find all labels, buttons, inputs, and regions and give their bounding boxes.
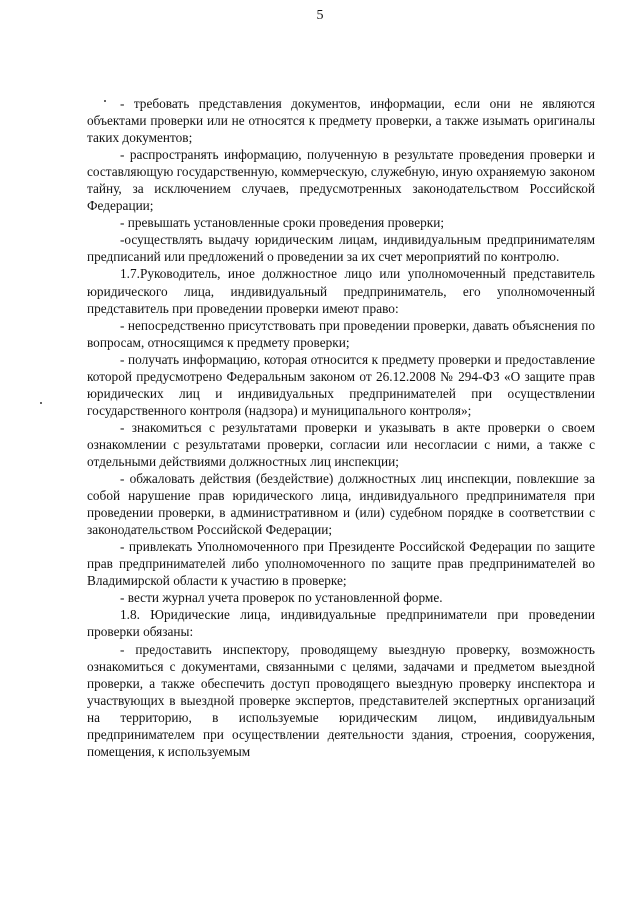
- paragraph-section-1-7: 1.7.Руководитель, иное должностное лицо или уполномоченный представитель юридического лица, индивидуальный предприниматель, его уполномоченный представитель при проведении проверки имеют право:: [87, 266, 595, 316]
- paragraph-right-keep-journal: - вести журнал учета проверок по установленной форме.: [120, 590, 443, 606]
- paragraph-prohibit-disclose-info: - распространять информацию, полученную в результате проведения проверки и составляющую государственную, коммерческую, служебную, иную охраняемую законом тайну, за исключением случаев, предусмотренных законодательством Российской Федерации;: [87, 147, 595, 214]
- paragraph-prohibit-demand-documents: - требовать представления документов, информации, если они не являются объектами проверки или не относятся к предмету проверки, а также изымать оригиналы таких документов;: [87, 96, 595, 146]
- scan-speck: [40, 402, 42, 404]
- paragraph-prohibit-exceed-deadlines: - превышать установленные сроки проведения проверки;: [120, 215, 445, 231]
- paragraph-right-involve-ombudsman: - привлекать Уполномоченного при Президенте Российской Федерации по защите прав предпринимателей либо уполномоченного по защите прав предпринимателей во Владимирской области к участию в проверке;: [87, 539, 595, 589]
- paragraph-section-1-8: 1.8. Юридические лица, индивидуальные предприниматели при проведении проверки обязаны:: [87, 607, 595, 640]
- paragraph-right-attend: - непосредственно присутствовать при проведении проверки, давать объяснения по вопросам, относящимся к предмету проверки;: [87, 317, 595, 350]
- page-number: 5: [316, 8, 324, 23]
- paragraph-prohibit-issue-orders: -осуществлять выдачу юридическим лицам, индивидуальным предпринимателям предписаний или предложений о проведении за их счет мероприятий по контролю.: [87, 232, 595, 265]
- paragraph-right-review-results: - знакомиться с результатами проверки и указывать в акте проверки о своем ознакомлении с результатами проверки, согласии или несогласии с ними, а также с отдельными действиями должностных лиц инспекции;: [87, 419, 595, 469]
- paragraph-right-appeal: - обжаловать действия (бездействие) должностных лиц инспекции, повлекшие за собой нарушение прав юридического лица, индивидуального предпринимателя при проведении проверки, в административном и (или) судебном порядке в соответствии с законодательством Российской Федерации;: [87, 471, 595, 538]
- paragraph-duty-provide-access: - предоставить инспектору, проводящему выездную проверку, возможность ознакомиться с документами, связанными с целями, задачами и предметом выездной проверки, а также обеспечить доступ проводящего выездную проверку инспектора и участвующих в выездной проверке экспертов, представителей экспертных организаций на территорию, в используемые юридическим лицом, индивидуальным предпринимателем при осуществлении деятельности здания, строения, сооружения, помещения, к используемым: [87, 641, 595, 759]
- paragraph-right-receive-info: - получать информацию, которая относится к предмету проверки и предоставление которой предусмотрено Федеральным законом от 26.12.2008 № 294-ФЗ «О защите прав юридических лиц и индивидуальных предпринимателей при осуществлении государственного контроля (надзора) и муниципального контроля»;: [87, 351, 595, 418]
- document-body: [87, 95, 595, 760]
